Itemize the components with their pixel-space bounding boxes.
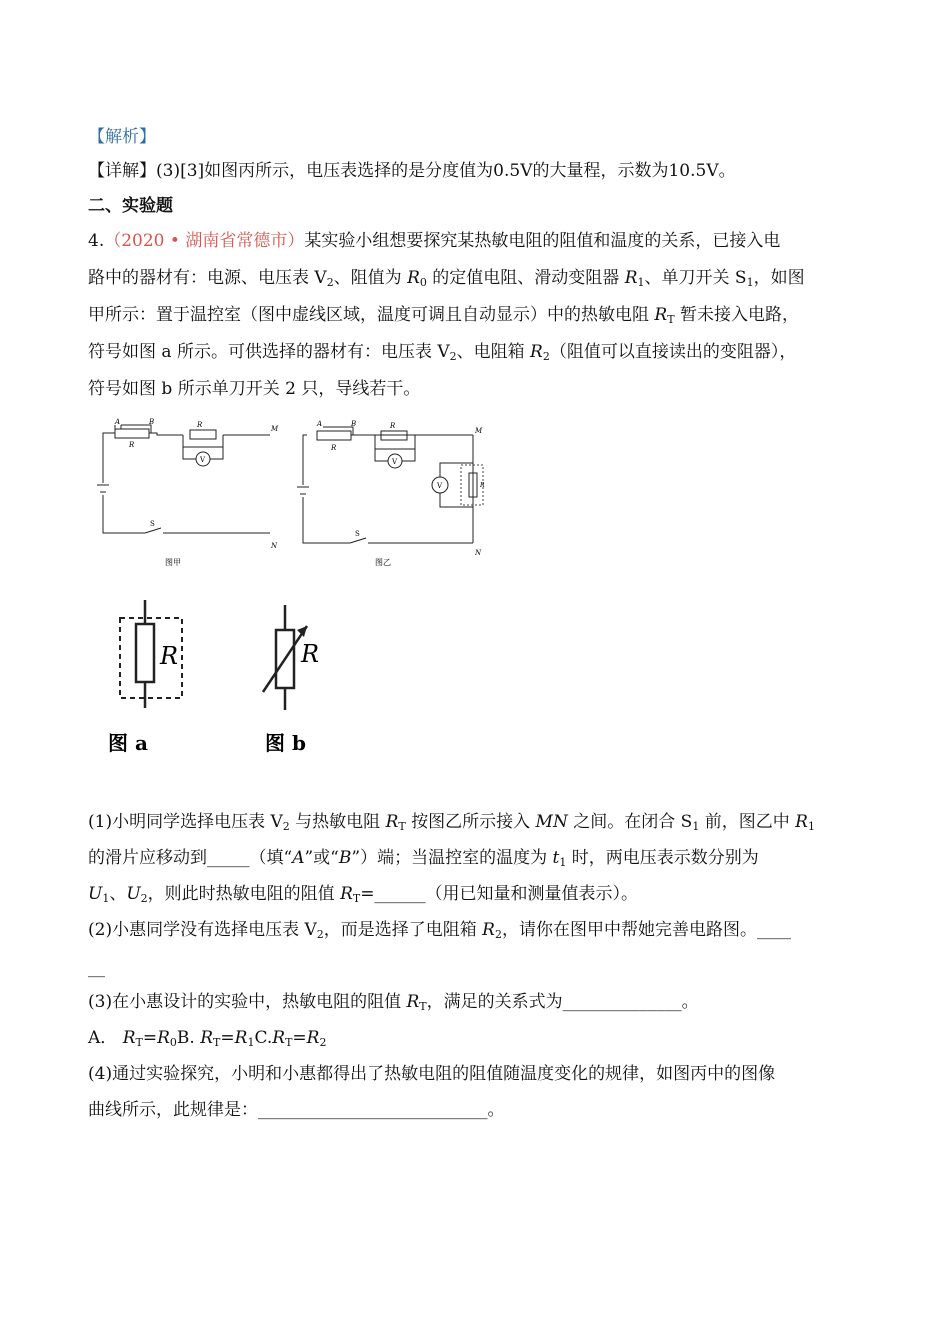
label-A-yi: A [317, 420, 323, 428]
question-line-4: 符号如图 a 所示。可供选择的器材有：电压表 $V_2$、电阻箱 $R_2$（阻值可以直接读出的变阻器）， [88, 342, 797, 363]
resistance-box-symbol-figure-b [255, 600, 345, 758]
label-M-yi: M [475, 427, 483, 435]
label-A: A [115, 418, 121, 426]
part1-line-3: $U_1$、$U_2$，则此时热敏电阻的阻值 $R_T=\_\_\_\_\_\_$（用已知量和测量值表示）。 [88, 884, 638, 905]
detail-label: 【详解】 [88, 161, 156, 181]
label-R1: R [129, 441, 135, 449]
caption-yi: 图乙 [375, 558, 391, 567]
label-R2-b: R [301, 640, 320, 668]
part3-options: A． $R_T=R_0B$. $R_T=R_1C.R_T=R_2$ [88, 1028, 327, 1049]
section-title: 二、实验题 [88, 196, 173, 216]
label-RT-yi: R [480, 482, 485, 489]
label-V1: V [200, 456, 206, 464]
detail-line [88, 159, 736, 183]
part2-line-1: (2)小惠同学没有选择电压表 $V_2$，而是选择了电阻箱 $R_2$，请你在图甲中帮她完善电路图。____ [88, 920, 791, 941]
circuit-figure-yi [295, 415, 505, 570]
label-S1-yi: S [355, 530, 360, 538]
part4-line-1: (4)通过实验探究，小明和小惠都得出了热敏电阻的阻值随温度变化的规律，如图丙中的图像 [88, 1064, 776, 1084]
part3-line-1: (3)在小惠设计的实验中，热敏电阻的阻值 $R_T$，满足的关系式为______________。 [88, 992, 699, 1013]
question-line-5: 符号如图 b 所示单刀开关 2 只，导线若干。 [88, 379, 421, 399]
label-M: M [271, 425, 279, 433]
question-intro: 某实验小组想要探究某热敏电阻的阻值和温度的关系，已接入电 [304, 231, 781, 251]
caption-a: 图 a [108, 731, 148, 755]
detail-text: (3)[3]如图丙所示，电压表选择的是分度值为0.5V的大量程，示数为10.5V。 [156, 161, 736, 181]
label-R0-yi: R [390, 422, 396, 430]
question-line-3: 甲所示：置于温控室（图中虚线区域，温度可调且自动显示）中的热敏电阻 $R_T$ 暂未接入电路， [88, 305, 799, 326]
caption-b: 图 b [265, 731, 306, 755]
label-S1: S [150, 520, 155, 528]
label-V1-yi: V [392, 458, 398, 466]
caption-jia: 图甲 [165, 558, 181, 567]
label-B: B [149, 418, 155, 426]
part1-line-1: (1)小明同学选择电压表 $V_2$ 与热敏电阻 $R_T$ 按图乙所示接入 MN 之间。在闭合 $S_1$ 前，图乙中 $R_1$ [88, 812, 815, 833]
label-V2: V [437, 482, 443, 490]
label-N-yi: N [475, 549, 482, 557]
question-number: 4. [88, 231, 105, 251]
question-line-2: 路中的器材有：电源、电压表 $V_2$、阻值为 $R_0$ 的定值电阻、滑动变阻器 $R_1$、单刀开关 $S_1$，如图 [88, 268, 805, 289]
circuit-figure-jia [95, 415, 295, 570]
part1-line-2: 的滑片应移动到_____（填“A”或“B”）端；当温控室的温度为 $t_1$ 时，两电压表示数分别为 [88, 848, 759, 869]
label-B-yi: B [351, 420, 357, 428]
part4-line-2: 曲线所示，此规律是：___________________________。 [88, 1100, 505, 1120]
question-line-1 [88, 229, 780, 253]
label-RT-a: R [160, 642, 179, 670]
thermistor-symbol-figure-a [108, 600, 188, 758]
label-N: N [271, 542, 278, 550]
question-source: （2020 • 湖南省常德市） [104, 231, 305, 251]
analysis-label: 【解析】 [88, 127, 156, 147]
label-R1-yi: R [331, 444, 337, 452]
label-R0: R [197, 421, 203, 429]
part2-line-2: __ [88, 958, 105, 978]
